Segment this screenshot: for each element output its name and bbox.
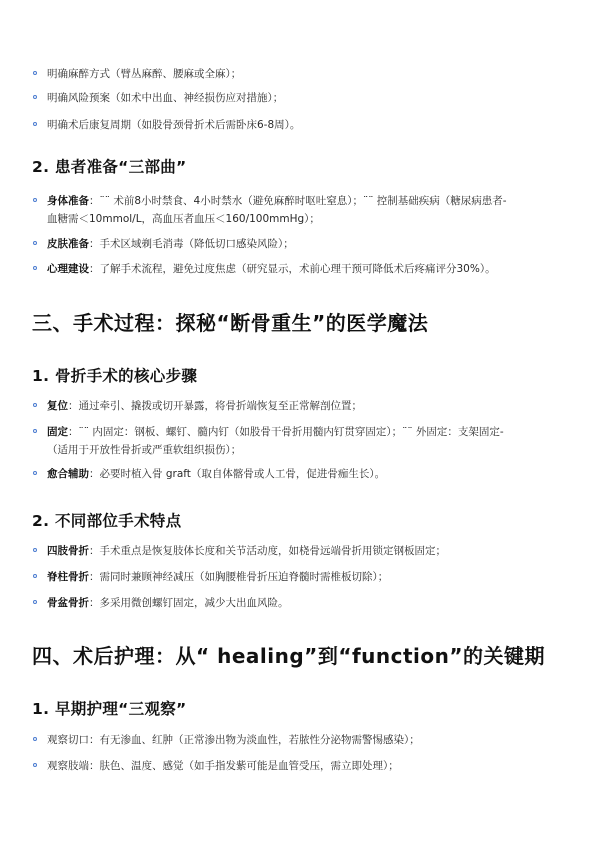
bullet-icon	[33, 403, 37, 407]
item-text-continued: （适用于开放性骨折或严重软组织损伤）；	[47, 444, 242, 456]
section-heading: 1. 早期护理“三观察”	[32, 700, 187, 718]
list-item	[47, 89, 572, 107]
item-label: 皮肤准备	[47, 238, 89, 250]
bullet-icon	[33, 471, 37, 475]
item-text: ：多采用微创螺钉固定，减少大出血风险。	[89, 597, 289, 609]
item-text: ：¨¨ 内固定：钢板、螺钉、髓内钉（如股骨干骨折用髓内钉贯穿固定）；¨¨ 外固定：支架固定-	[68, 426, 504, 438]
chapter-heading: 四、术后护理：从“ healing”到“function”的关键期	[32, 644, 546, 668]
list-item	[47, 757, 572, 775]
list-item	[47, 65, 572, 83]
chapter-heading: 三、手术过程：探秘“断骨重生”的医学魔法	[32, 311, 429, 335]
bullet-icon	[33, 71, 37, 75]
list-item	[47, 235, 572, 253]
item-text: ：手术重点是恢复肢体长度和关节活动度，如桡骨远端骨折用锁定钢板固定；	[89, 545, 446, 557]
section-heading: 2. 不同部位手术特点	[32, 512, 182, 530]
bullet-icon	[33, 198, 37, 202]
item-label: 心理建设	[47, 263, 89, 275]
list-item-text: 观察切口：有无渗血、红肿（正常渗出物为淡血性，若脓性分泌物需警惕感染）；	[47, 734, 420, 746]
list-item	[47, 542, 572, 560]
item-label: 固定	[47, 426, 68, 438]
bullet-icon	[33, 600, 37, 604]
list-item	[47, 594, 572, 612]
list-item	[47, 465, 572, 483]
item-text: ：了解手术流程，避免过度焦虑（研究显示，术前心理干预可降低术后疼痛评分30%）。	[89, 263, 496, 275]
list-item-text: 明确风险预案（如术中出血、神经损伤应对措施）；	[47, 92, 284, 104]
bullet-icon	[33, 429, 37, 433]
list-item	[47, 397, 572, 415]
bullet-icon	[33, 266, 37, 270]
bullet-icon	[33, 122, 37, 126]
bullet-icon	[33, 548, 37, 552]
item-text: ：需同时兼顾神经减压（如胸腰椎骨折压迫脊髓时需椎板切除）；	[89, 571, 389, 583]
section-heading: 1. 骨折手术的核心步骤	[32, 367, 198, 385]
bullet-icon	[33, 763, 37, 767]
item-text: ：通过牵引、撬拨或切开暴露，将骨折端恢复至正常解剖位置；	[68, 400, 362, 412]
list-item	[47, 568, 572, 586]
item-label: 愈合辅助	[47, 468, 89, 480]
item-text: ：手术区域剃毛消毒（降低切口感染风险）；	[89, 238, 294, 250]
list-item	[47, 116, 572, 134]
bullet-icon	[33, 241, 37, 245]
item-text: ：必要时植入骨 graft（取自体髂骨或人工骨，促进骨痂生长）。	[89, 468, 386, 480]
item-label: 身体准备	[47, 195, 89, 207]
list-item-text: 明确麻醉方式（臂丛麻醉、腰麻或全麻）；	[47, 68, 242, 80]
section-heading: 2. 患者准备“三部曲”	[32, 158, 187, 176]
bullet-icon	[33, 95, 37, 99]
item-text-continued: 血糖需＜10mmol/L，高血压者血压＜160/100mmHg）；	[47, 213, 320, 225]
item-label: 复位	[47, 400, 68, 412]
item-label: 脊柱骨折	[47, 571, 89, 583]
list-item	[47, 192, 572, 228]
item-label: 骨盆骨折	[47, 597, 89, 609]
list-item-text: 观察肢端：肤色、温度、感觉（如手指发紫可能是血管受压，需立即处理）；	[47, 760, 399, 772]
list-item	[47, 731, 572, 749]
item-label: 四肢骨折	[47, 545, 89, 557]
item-text: ：¨¨ 术前8小时禁食、4小时禁水（避免麻醉时呕吐窒息）；¨¨ 控制基础疾病（糖尿病患者-	[89, 195, 507, 207]
bullet-icon	[33, 737, 37, 741]
list-item	[47, 260, 572, 278]
bullet-icon	[33, 574, 37, 578]
list-item	[47, 423, 572, 459]
list-item-text: 明确术后康复周期（如股骨颈骨折术后需卧床6-8周）。	[47, 119, 301, 131]
